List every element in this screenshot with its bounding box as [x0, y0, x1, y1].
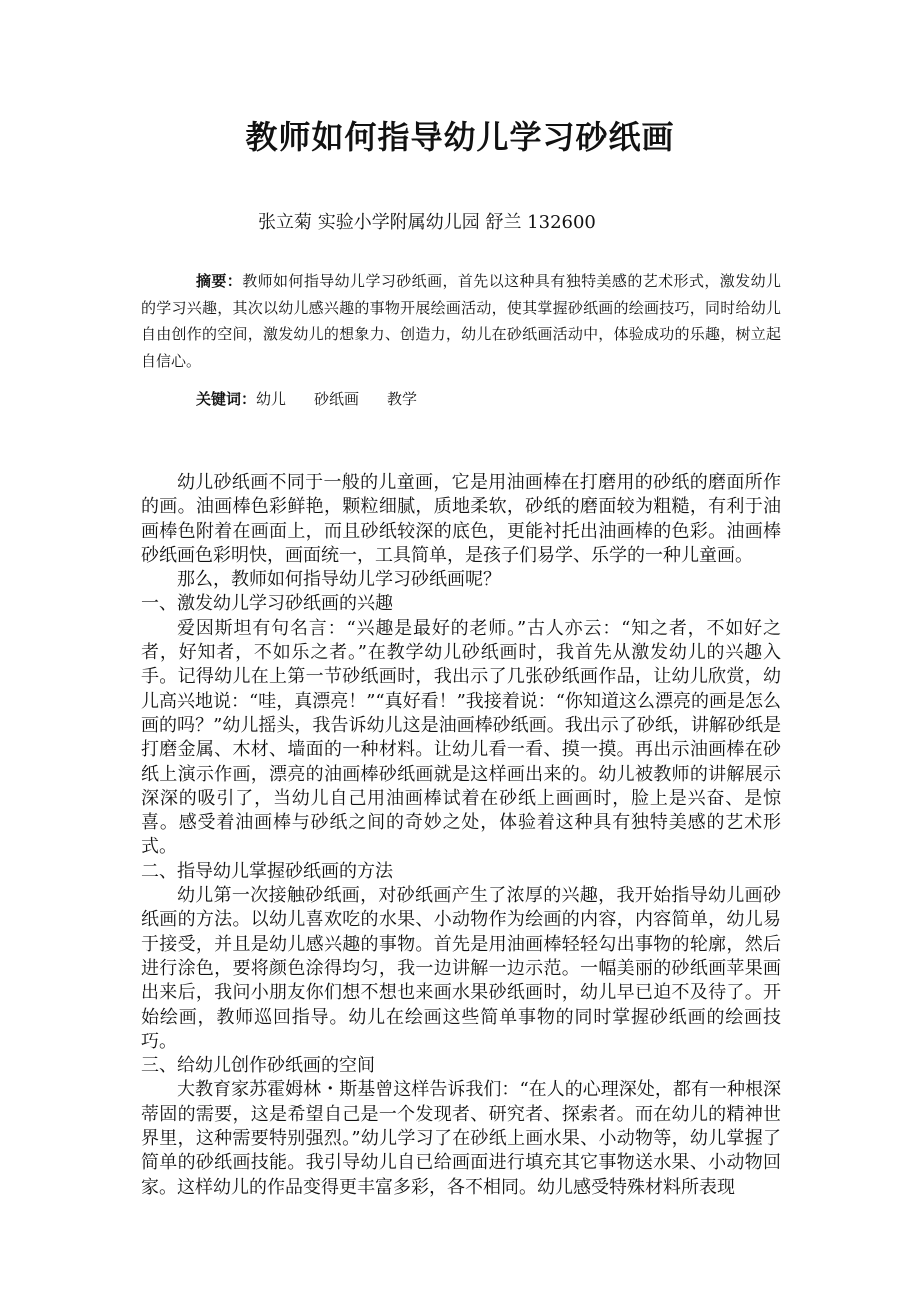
section-heading: 一、激发幼儿学习砂纸画的兴趣 [141, 593, 393, 615]
paragraph: 那么，教师如何指导幼儿学习砂纸画呢？ [177, 569, 501, 591]
abstract-label: 摘要： [196, 272, 243, 290]
paragraph: 爱因斯坦有句名言：“兴趣是最好的老师。”古人亦云：“知之者，不如好之者，好知者，不如乐之者。”在教学幼儿砂纸画时，我首先从激发幼儿的兴趣入手。记得幼儿在上第一节砂纸画时，我出示了几张砂纸画作品，让幼儿欣赏，幼儿高兴地说：“哇，真漂亮！”“真好看！”我接着说：“你知道这么漂亮的画是怎么画的吗？”幼儿摇头，我告诉幼儿这是油画棒砂纸画。我出示了砂纸，讲解砂纸是打磨金属、木材、墙面的一种材料。让幼儿看一看、摸一摸。再出示油画棒在砂纸上演示作画，漂亮的油画棒砂纸画就是这样画出来的。幼儿被教师的讲解展示深深的吸引了，当幼儿自己用油画棒试着在砂纸上画画时，脸上是兴奋、是惊喜。感受着油画棒与砂纸之间的奇妙之处，体验着这种具有独特美感的艺术形式。 [141, 617, 782, 858]
section-heading: 三、给幼儿创作砂纸画的空间 [141, 1055, 375, 1077]
keyword: 教学 [387, 390, 418, 408]
keywords-label: 关键词： [196, 390, 257, 408]
section-heading: 二、指导幼儿掌握砂纸画的方法 [141, 860, 393, 882]
keyword: 砂纸画 [314, 390, 360, 408]
paragraph: 大教育家苏霍姆林・斯基曾这样告诉我们：“在人的心理深处，都有一种根深蒂固的需要，这是希望自己是一个发现者、研究者、探索者。而在幼儿的精神世界里，这种需要特别强烈。”幼儿学习了在砂纸上画水果、小动物等，幼儿掌握了简单的砂纸画技能。我引导幼儿自已给画面进行填充其它事物送水果、小动物回家。这样幼儿的作品变得更丰富多彩，各不相同。幼儿感受特殊材料所表现 [141, 1079, 781, 1198]
keyword: 幼儿 [256, 390, 287, 408]
paragraph: 幼儿砂纸画不同于一般的儿童画，它是用油画棒在打磨用的砂纸的磨面所作的画。油画棒色彩鲜艳，颗粒细腻，质地柔软，砂纸的磨面较为粗糙，有利于油画棒色附着在画面上，而且砂纸较深的底色，更能衬托出油画棒的色彩。油画棒砂纸画色彩明快，画面统一，工具简单，是孩子们易学、乐学的一种儿童画。 [141, 472, 781, 566]
paragraph: 幼儿第一次接触砂纸画，对砂纸画产生了浓厚的兴趣，我开始指导幼儿画砂纸画的方法。以幼儿喜欢吃的水果、小动物作为绘画的内容，内容简单，幼儿易于接受，并且是幼儿感兴趣的事物。首先是用油画棒轻轻勾出事物的轮廓，然后进行涂色，要将颜色涂得均匀，我一边讲解一边示范。一幅美丽的砂纸画苹果画出来后，我问小朋友你们想不想也来画水果砂纸画时，幼儿早已迫不及待了。开始绘画，教师巡回指导。幼儿在绘画这些简单事物的同时掌握砂纸画的绘画技巧。 [141, 885, 781, 1052]
abstract [141, 268, 781, 374]
author-line: 张立菊 实验小学附属幼儿园 舒兰 132600 [258, 212, 596, 233]
document-title: 教师如何指导幼儿学习砂纸画 [245, 118, 675, 156]
body-text [141, 471, 781, 1200]
abstract-text: 教师如何指导幼儿学习砂纸画，首先以这种具有独特美感的艺术形式，激发幼儿的学习兴趣，其次以幼儿感兴趣的事物开展绘画活动，使其掌握砂纸画的绘画技巧，同时给幼儿自由创作的空间，激发幼儿的想象力、创造力，幼儿在砂纸画活动中，体验成功的乐趣，树立起自信心。 [141, 272, 781, 370]
keywords [196, 388, 445, 409]
